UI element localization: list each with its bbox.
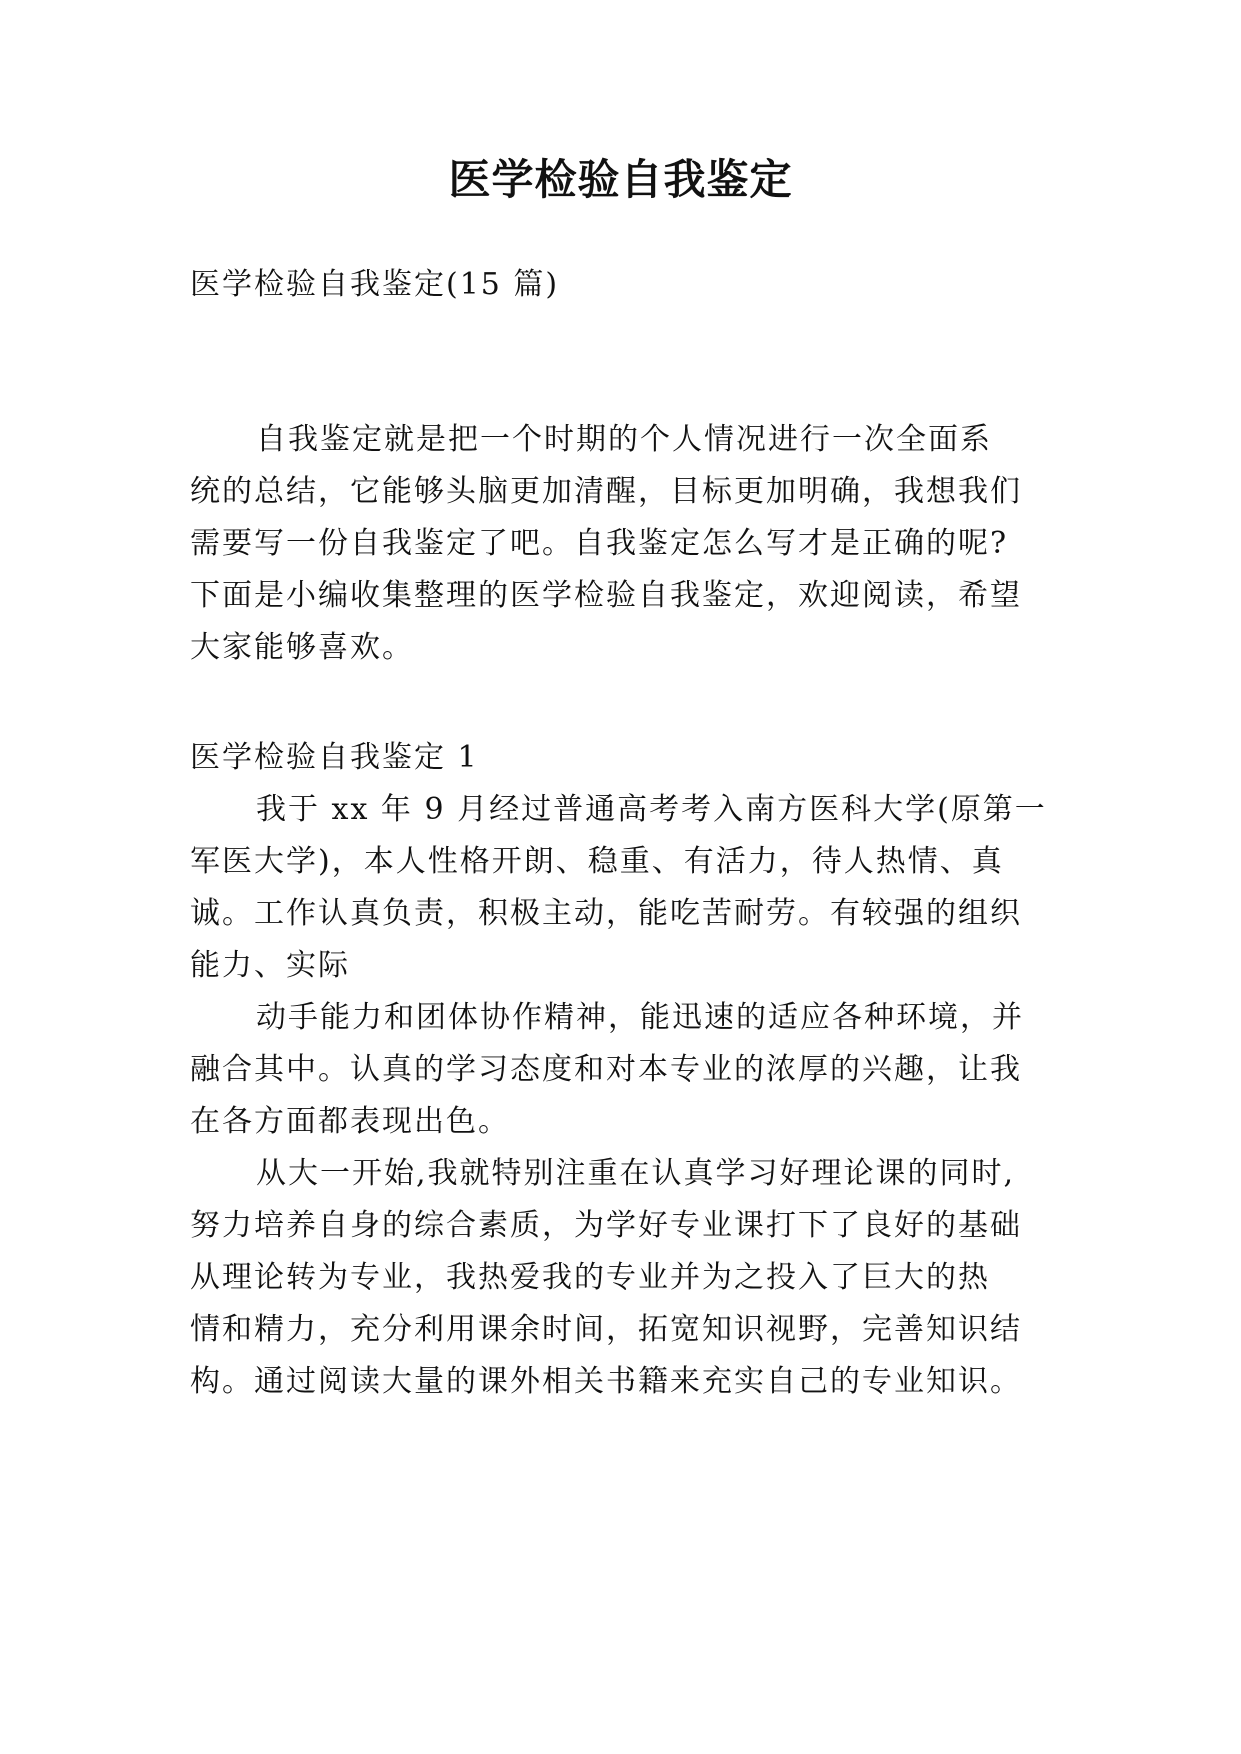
- intro-line: 自我鉴定就是把一个时期的个人情况进行一次全面系: [256, 422, 992, 457]
- section-line: 能力、实际: [190, 948, 350, 983]
- section-line: 我于 xx 年 9 月经过普通高考考入南方医科大学(原第一: [256, 792, 1047, 827]
- section-line: 从理论转为专业，我热爱我的专业并为之投入了巨大的热: [190, 1260, 990, 1295]
- section-line: 从大一开始,我就特别注重在认真学习好理论课的同时,: [256, 1156, 1016, 1191]
- section-line: 融合其中。认真的学习态度和对本专业的浓厚的兴趣，让我: [190, 1052, 1022, 1087]
- section-line: 动手能力和团体协作精神，能迅速的适应各种环境，并: [256, 1000, 1024, 1035]
- section-line: 构。通过阅读大量的课外相关书籍来充实自己的专业知识。: [190, 1364, 1022, 1399]
- section-line: 情和精力，充分利用课余时间，拓宽知识视野，完善知识结: [190, 1312, 1022, 1347]
- section-heading: 医学检验自我鉴定 1: [190, 740, 479, 775]
- intro-line: 大家能够喜欢。: [190, 630, 414, 665]
- section-line: 努力培养自身的综合素质，为学好专业课打下了良好的基础: [190, 1208, 1022, 1243]
- intro-line: 需要写一份自我鉴定了吧。自我鉴定怎么写才是正确的呢?: [190, 526, 1009, 561]
- section-line: 诚。工作认真负责，积极主动，能吃苦耐劳。有较强的组织: [190, 896, 1022, 931]
- intro-line: 下面是小编收集整理的医学检验自我鉴定，欢迎阅读，希望: [190, 578, 1022, 613]
- section-line: 在各方面都表现出色。: [190, 1104, 510, 1139]
- section-line: 军医大学)，本人性格开朗、稳重、有活力，待人热情、真: [190, 844, 1004, 879]
- document-subtitle: 医学检验自我鉴定(15 篇): [190, 267, 560, 302]
- document-title: 医学检验自我鉴定: [448, 155, 793, 204]
- intro-line: 统的总结，它能够头脑更加清醒，目标更加明确，我想我们: [190, 474, 1022, 509]
